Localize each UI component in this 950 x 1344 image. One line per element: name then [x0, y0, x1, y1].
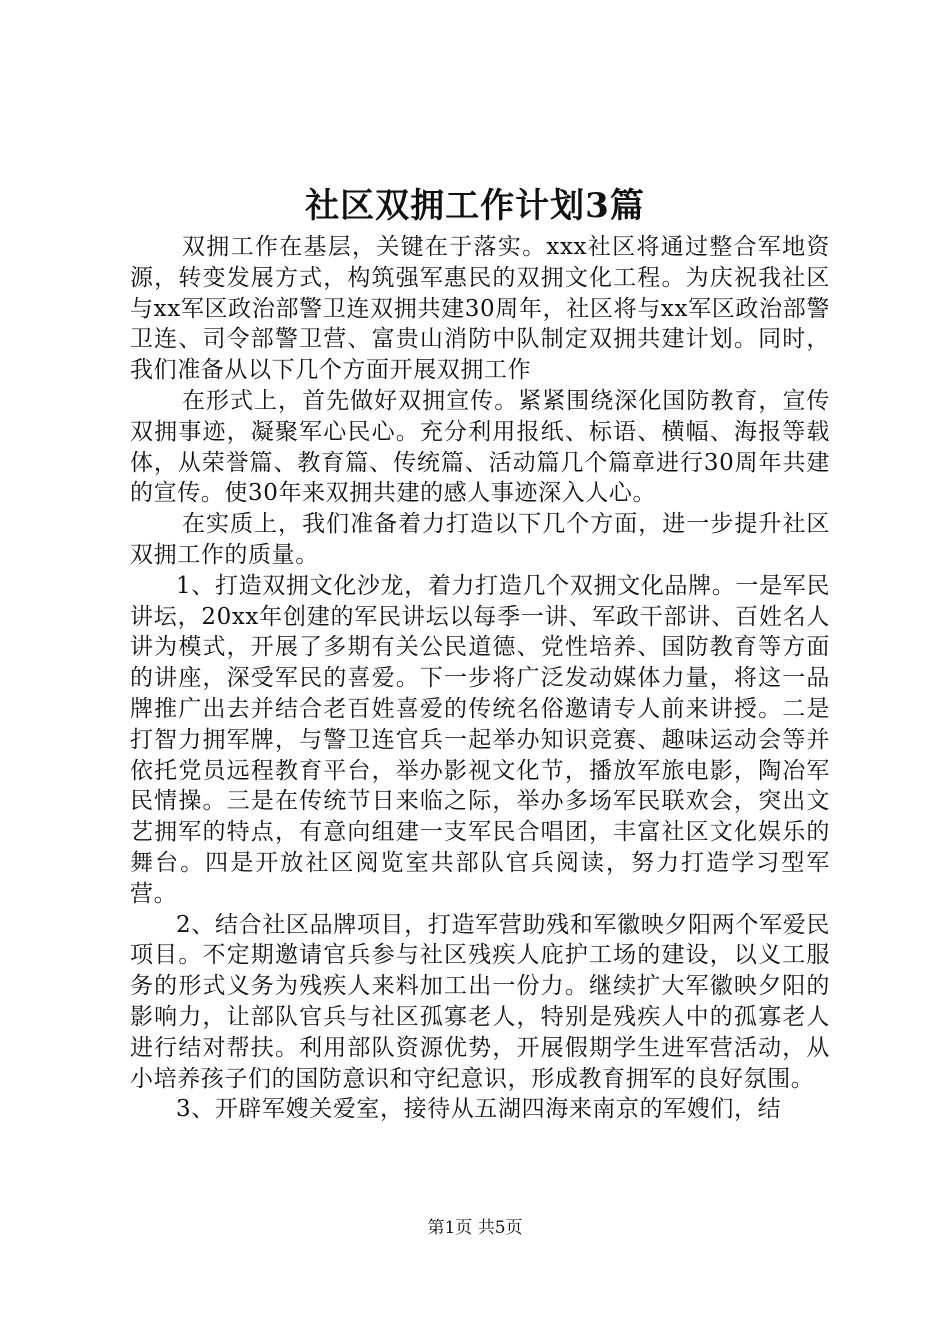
document-body	[130, 232, 830, 1125]
paragraph-item-2: 2、结合社区品牌项目，打造军营助残和军徽映夕阳两个军爱民项目。不定期邀请官兵参与社区残疾人庇护工场的建设，以义工服务的形式义务为残疾人来料加工出一份力。继续扩大军徽映夕阳的影响力，让部队官兵与社区孤寡老人，特别是残疾人中的孤寡老人进行结对帮扶。利用部队资源优势，开展假期学生进军营活动，从小培养孩子们的国防意识和守纪意识，形成教育拥军的良好氛围。	[130, 911, 830, 1092]
page-number-footer: 第1页 共5页	[427, 1218, 523, 1238]
document-title: 社区双拥工作计划3篇	[305, 186, 645, 226]
paragraph-item-3: 3、开辟军嫂关爱室，接待从五湖四海来南京的军嫂们，结	[176, 1096, 782, 1123]
paragraph-substance: 在实质上，我们准备着力打造以下几个方面，进一步提升社区双拥工作的质量。	[130, 511, 830, 568]
paragraph-form: 在形式上，首先做好双拥宣传。紧紧围绕深化国防教育，宣传双拥事迹，凝聚军心民心。充分利用报纸、标语、横幅、海报等载体，从荣誉篇、教育篇、传统篇、活动篇几个篇章进行30周年共建的宣传。使30年来双拥共建的感人事迹深入人心。	[130, 387, 830, 507]
paragraph-intro: 双拥工作在基层，关键在于落实。xxx社区将通过整合军地资源，转变发展方式，构筑强军惠民的双拥文化工程。为庆祝我社区与xx军区政治部警卫连双拥共建30周年，社区将与xx军区政治部警卫连、司令部警卫营、富贵山消防中队制定双拥共建计划。同时，我们准备从以下几个方面开展双拥工作	[130, 234, 830, 384]
paragraph-item-1: 1、打造双拥文化沙龙，着力打造几个双拥文化品牌。一是军民讲坛，20xx年创建的军民讲坛以每季一讲、军政干部讲、百姓名人讲为模式，开展了多期有关公民道德、党性培养、国防教育等方面的讲座，深受军民的喜爱。下一步将广泛发动媒体力量，将这一品牌推广出去并结合老百姓喜爱的传统名俗邀请专人前来讲授。二是打智力拥军牌，与警卫连官兵一起举办知识竞赛、趣味运动会等并依托党员远程教育平台，举办影视文化节，播放军旅电影，陶冶军民情操。三是在传统节日来临之际，举办多场军民联欢会，突出文艺拥军的特点，有意向组建一支军民合唱团，丰富社区文化娱乐的舞台。四是开放社区阅览室共部队官兵阅读，努力打造学习型军营。	[130, 572, 830, 907]
